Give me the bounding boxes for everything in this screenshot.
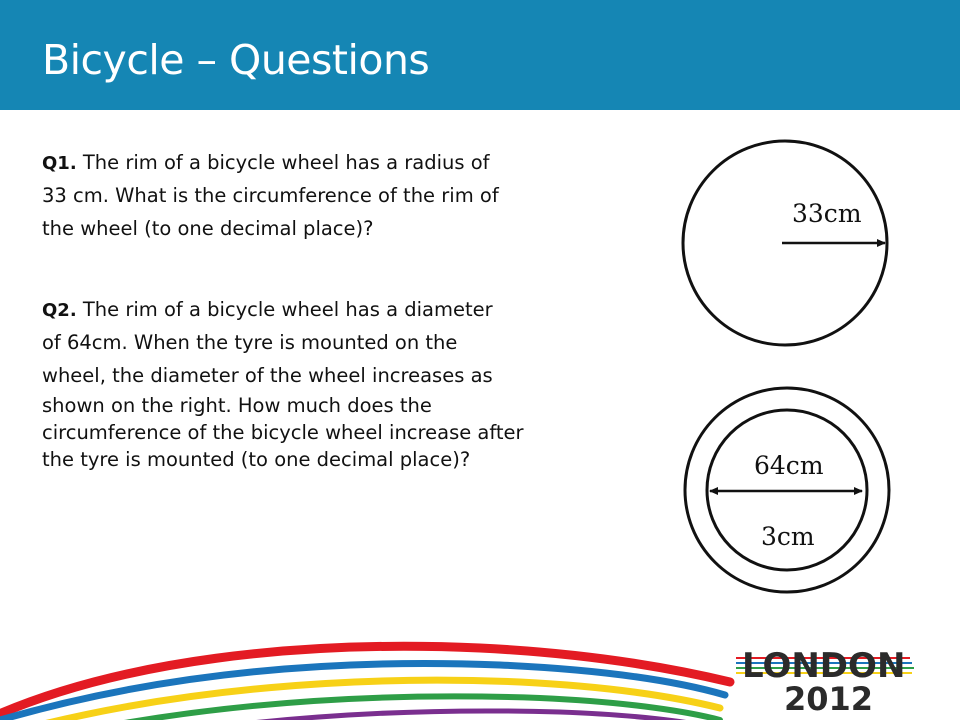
questions-text: [42, 146, 642, 473]
page-title: Bicycle – Questions: [42, 36, 430, 84]
q2-line-1: [42, 293, 642, 326]
swoosh-lines: [0, 646, 730, 720]
q1-label: Q1.: [42, 153, 77, 174]
q2-text-3: wheel, the diameter of the wheel increases as: [42, 364, 493, 387]
logo-line-1: LONDON: [742, 646, 906, 686]
london-2012-logo: [736, 646, 914, 718]
q1-line-1: [42, 146, 642, 179]
logo-line-2: 2012: [784, 680, 874, 718]
q1-text-1: The rim of a bicycle wheel has a radius of: [82, 151, 490, 174]
q1-text-2: 33 cm. What is the circumference of the rim of: [42, 184, 499, 207]
diameter-label: 64cm: [754, 451, 824, 480]
q2-text-5: circumference of the bicycle wheel increase after: [42, 421, 524, 444]
q2-text-6: the tyre is mounted (to one decimal place)?: [42, 448, 471, 471]
rim-radius-diagram: [683, 141, 887, 345]
q2-text-1: The rim of a bicycle wheel has a diameter: [82, 298, 493, 321]
tyre-diameter-diagram: [685, 388, 889, 592]
q1-text-3: the wheel (to one decimal place)?: [42, 217, 374, 240]
q2-label: Q2.: [42, 300, 77, 321]
q2-text-4: shown on the right. How much does the: [42, 394, 432, 417]
tyre-thickness-label: 3cm: [761, 522, 815, 551]
radius-label: 33cm: [792, 199, 862, 228]
olympic-swoosh-footer: [0, 620, 960, 720]
wheel-diagrams: [660, 130, 920, 600]
q2-text-2: of 64cm. When the tyre is mounted on the: [42, 331, 458, 354]
title-bar: [0, 0, 960, 110]
